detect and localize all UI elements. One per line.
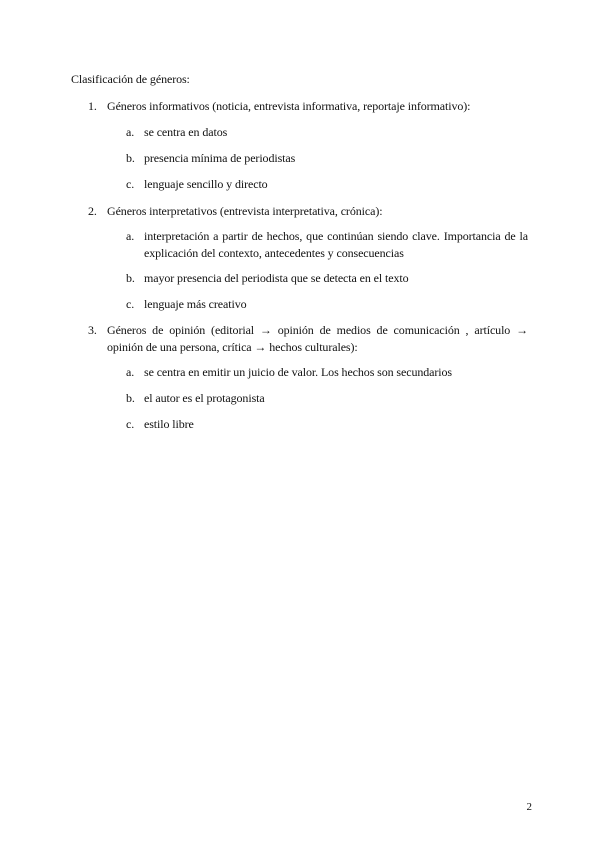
subitem-letter: a. (126, 229, 135, 243)
list-item-interpretativos (88, 203, 528, 220)
subitem-text: el autor es el protagonista (144, 391, 265, 405)
subitem-letter: c. (126, 297, 135, 311)
subitem-text: interpretación a partir de hechos, que continúan siendo clave. Importancia de la explicación del contexto, antecedentes y consecuencias (144, 229, 528, 260)
list-item-opinion (88, 322, 528, 356)
subitem-letter: c. (126, 417, 135, 431)
subitem (126, 416, 528, 433)
subitem (126, 270, 528, 287)
subitem-text: lenguaje sencillo y directo (144, 177, 268, 191)
list-item-informativos (88, 98, 528, 115)
page-number: 2 (526, 801, 532, 813)
subitem-text: presencia mínima de periodistas (144, 151, 296, 165)
list-item-text: Géneros interpretativos (entrevista interpretativa, crónica): (107, 204, 383, 218)
subitem-text: lenguaje más creativo (144, 297, 247, 311)
subitem-text: se centra en datos (144, 125, 228, 139)
subitem (126, 124, 528, 141)
list-number: 1. (88, 99, 97, 113)
subitem (126, 296, 528, 313)
subitem (126, 390, 528, 407)
subitem (126, 228, 528, 262)
subitem-text: mayor presencia del periodista que se detecta en el texto (144, 271, 409, 285)
subitem-letter: b. (126, 271, 135, 285)
list-item-text: Géneros informativos (noticia, entrevista informativa, reportaje informativo): (107, 99, 471, 113)
list-item-text: Géneros de opinión (editorial → opinión de medios de comunicación , artículo → opinión de una persona, crítica → hechos culturales): (107, 323, 528, 354)
subitem-letter: b. (126, 391, 135, 405)
subitem-text: se centra en emitir un juicio de valor. Los hechos son secundarios (144, 365, 452, 379)
subitem (126, 150, 528, 167)
subitem-letter: a. (126, 125, 135, 139)
subitem-letter: c. (126, 177, 135, 191)
subitem (126, 364, 528, 381)
list-number: 3. (88, 323, 97, 337)
subitem-letter: b. (126, 151, 135, 165)
document-heading: Clasificación de géneros: (71, 72, 190, 86)
list-number: 2. (88, 204, 97, 218)
subitem (126, 176, 528, 193)
subitem-text: estilo libre (144, 417, 194, 431)
subitem-letter: a. (126, 365, 135, 379)
